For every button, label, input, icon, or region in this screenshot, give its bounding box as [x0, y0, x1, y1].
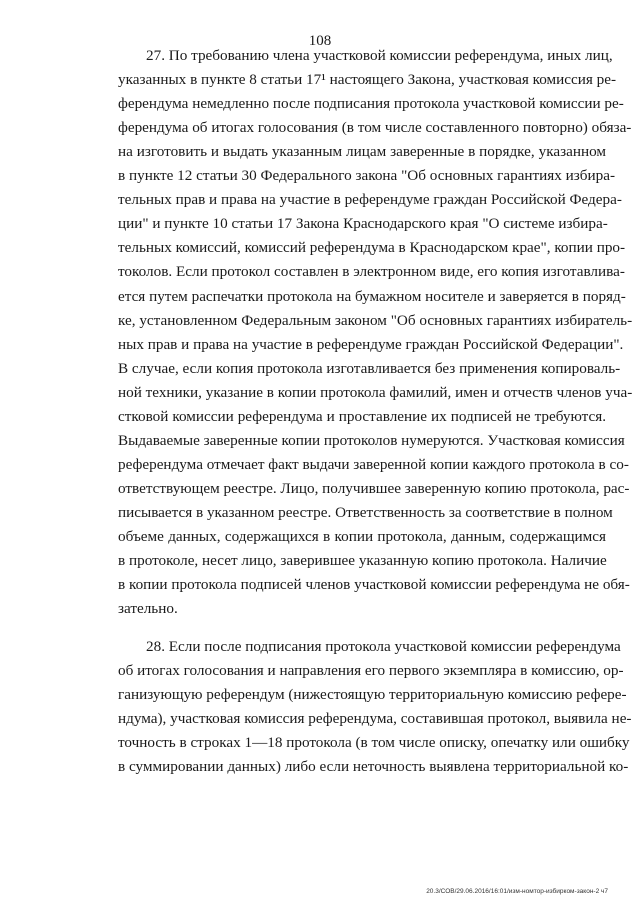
text-line: 28. Если после подписания протокола участковой комиссии референдума [146, 638, 621, 655]
text-line: ответствующем реестре. Лицо, получившее заверенную копию протокола, рас- [118, 480, 630, 497]
text-line: точность в строках 1—18 протокола (в том числе описку, опечатку или ошибку [118, 734, 630, 751]
text-line: ется путем распечатки протокола на бумажном носителе и заверяется в поряд- [118, 288, 626, 305]
text-line: Выдаваемые заверенные копии протоколов нумеруются. Участковая комиссия [118, 432, 625, 449]
text-line: стковой комиссии референдума и проставление их подписей не требуются. [118, 408, 606, 425]
text-line: тельных комиссий, комиссий референдума в Краснодарском крае", копии про- [118, 239, 626, 256]
page-number: 108 [308, 33, 332, 49]
text-line: указанных в пункте 8 статьи 17¹ настоящего Закона, участковая комиссия ре- [118, 71, 617, 88]
text-line: на изготовить и выдать указанным лицам заверенные в порядке, указанном [118, 143, 606, 160]
text-line: ганизующую референдум (нижестоящую территориальную комиссию рефере- [118, 686, 627, 703]
text-line: ции" и пункте 10 статьи 17 Закона Краснодарского края "О системе избира- [118, 215, 608, 232]
text-line: ферендума немедленно после подписания протокола участковой комиссии ре- [118, 95, 624, 112]
document-footer-code: 20.3/СОВ/29.06.2016/16:01/изм-номтор-избирком-закон-2 ч7 [426, 888, 608, 895]
text-line: ндума), участковая комиссия референдума, составившая протокол, выявила не- [118, 710, 632, 727]
text-line: об итогах голосования и направления его первого экземпляра в комиссию, ор- [118, 662, 624, 679]
text-line: ных прав и права на участие в референдуме граждан Российской Федерации". [118, 336, 624, 353]
text-line: референдума отмечает факт выдачи заверенной копии каждого протокола в со- [118, 456, 629, 473]
text-line: объеме данных, содержащихся в копии протокола, данным, содержащимся [118, 528, 606, 545]
text-line: писывается в указанном реестре. Ответственность за соответствие в полном [118, 504, 613, 521]
text-line: в суммировании данных) либо если неточность выявлена территориальной ко- [118, 758, 629, 775]
text-line: тельных прав и права на участие в референдуме граждан Российской Федера- [118, 191, 622, 208]
text-line: ной техники, указание в копии протокола фамилий, имен и отчеств членов уча- [118, 384, 633, 401]
text-line: токолов. Если протокол составлен в электронном виде, его копия изготавлива- [118, 263, 625, 280]
text-line: 27. По требованию члена участковой комиссии референдума, иных лиц, [146, 47, 613, 64]
text-line: в пункте 12 статьи 30 Федерального закона "Об основных гарантиях избира- [118, 167, 616, 184]
text-line: В случае, если копия протокола изготавливается без применения копироваль- [118, 360, 621, 377]
text-line: в протоколе, несет лицо, заверившее указанную копию протокола. Наличие [118, 552, 607, 569]
text-line: ке, установленном Федеральным законом "Об основных гарантиях избиратель- [118, 312, 633, 329]
text-line: в копии протокола подписей членов участковой комиссии референдума не обя- [118, 576, 630, 593]
text-line: зательно. [118, 600, 178, 617]
text-line: ферендума об итогах голосования (в том числе составленного повторно) обяза- [118, 119, 632, 136]
